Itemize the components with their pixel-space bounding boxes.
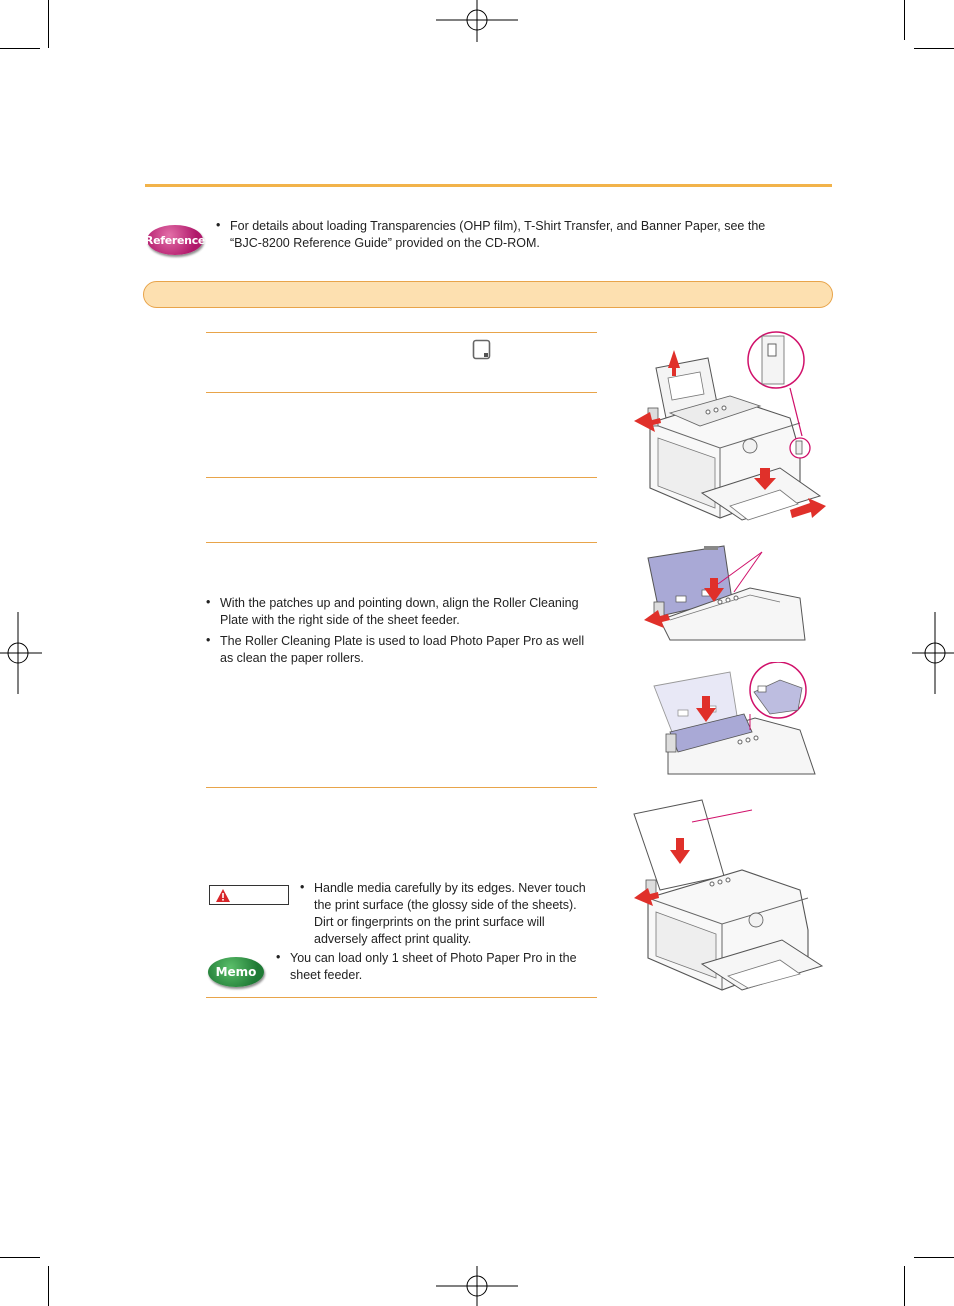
bullet-icon: • bbox=[206, 595, 211, 609]
cleaning-plate-illustration bbox=[640, 540, 810, 642]
step-divider bbox=[206, 477, 597, 478]
plate-alignment-illustration bbox=[650, 662, 818, 776]
bullet-icon: • bbox=[216, 218, 221, 232]
registration-target-icon bbox=[0, 612, 42, 694]
step-divider bbox=[206, 332, 597, 333]
registration-target-icon bbox=[912, 612, 954, 694]
crop-mark-icon bbox=[0, 48, 40, 49]
reference-badge: Reference bbox=[147, 225, 203, 255]
registration-target-icon bbox=[436, 0, 518, 42]
reference-note bbox=[214, 218, 814, 252]
printer-setup-illustration bbox=[630, 328, 830, 523]
caution-label-box bbox=[209, 885, 289, 905]
bullet-icon: • bbox=[300, 880, 305, 894]
bullet-icon: • bbox=[276, 950, 281, 964]
warning-triangle-icon bbox=[215, 888, 231, 903]
section-heading-bar bbox=[143, 281, 833, 308]
reference-text-line: For details about loading Transparencies (OHP film), T-Shirt Transfer, and Banner Paper, see the bbox=[230, 219, 766, 233]
step-divider bbox=[206, 997, 597, 998]
bullet-icon: • bbox=[206, 633, 211, 647]
registration-target-icon bbox=[436, 1266, 518, 1306]
crop-mark-icon bbox=[48, 1266, 49, 1306]
crop-mark-icon bbox=[914, 1257, 954, 1258]
crop-mark-icon bbox=[914, 48, 954, 49]
caution-note: • Handle media carefully by its edges. Never touch the print surface (the glossy side of the sheets). Dirt or fingerprints on the print surface will adversely affect print quality. bbox=[300, 880, 586, 946]
reference-text-line: “BJC-8200 Reference Guide” provided on the CD-ROM. bbox=[230, 236, 540, 250]
crop-mark-icon bbox=[904, 0, 905, 40]
photo-paper-loading-illustration bbox=[632, 798, 826, 994]
list-item: • The Roller Cleaning Plate is used to load Photo Paper Pro as well as clean the paper rollers. bbox=[206, 633, 585, 665]
crop-mark-icon bbox=[48, 0, 49, 48]
step-divider bbox=[206, 542, 597, 543]
step-divider bbox=[206, 392, 597, 393]
memo-badge: Memo bbox=[208, 957, 264, 987]
crop-mark-icon bbox=[904, 1266, 905, 1306]
step-divider bbox=[206, 787, 597, 788]
memo-note: • You can load only 1 sheet of Photo Paper Pro in the sheet feeder. bbox=[276, 950, 577, 982]
step4-bullets bbox=[204, 595, 594, 667]
list-item: • With the patches up and pointing down, align the Roller Cleaning Plate with the right side of the sheet feeder. bbox=[206, 595, 579, 627]
header-rule bbox=[145, 184, 832, 187]
paper-size-icon bbox=[472, 339, 492, 361]
crop-mark-icon bbox=[0, 1257, 40, 1258]
